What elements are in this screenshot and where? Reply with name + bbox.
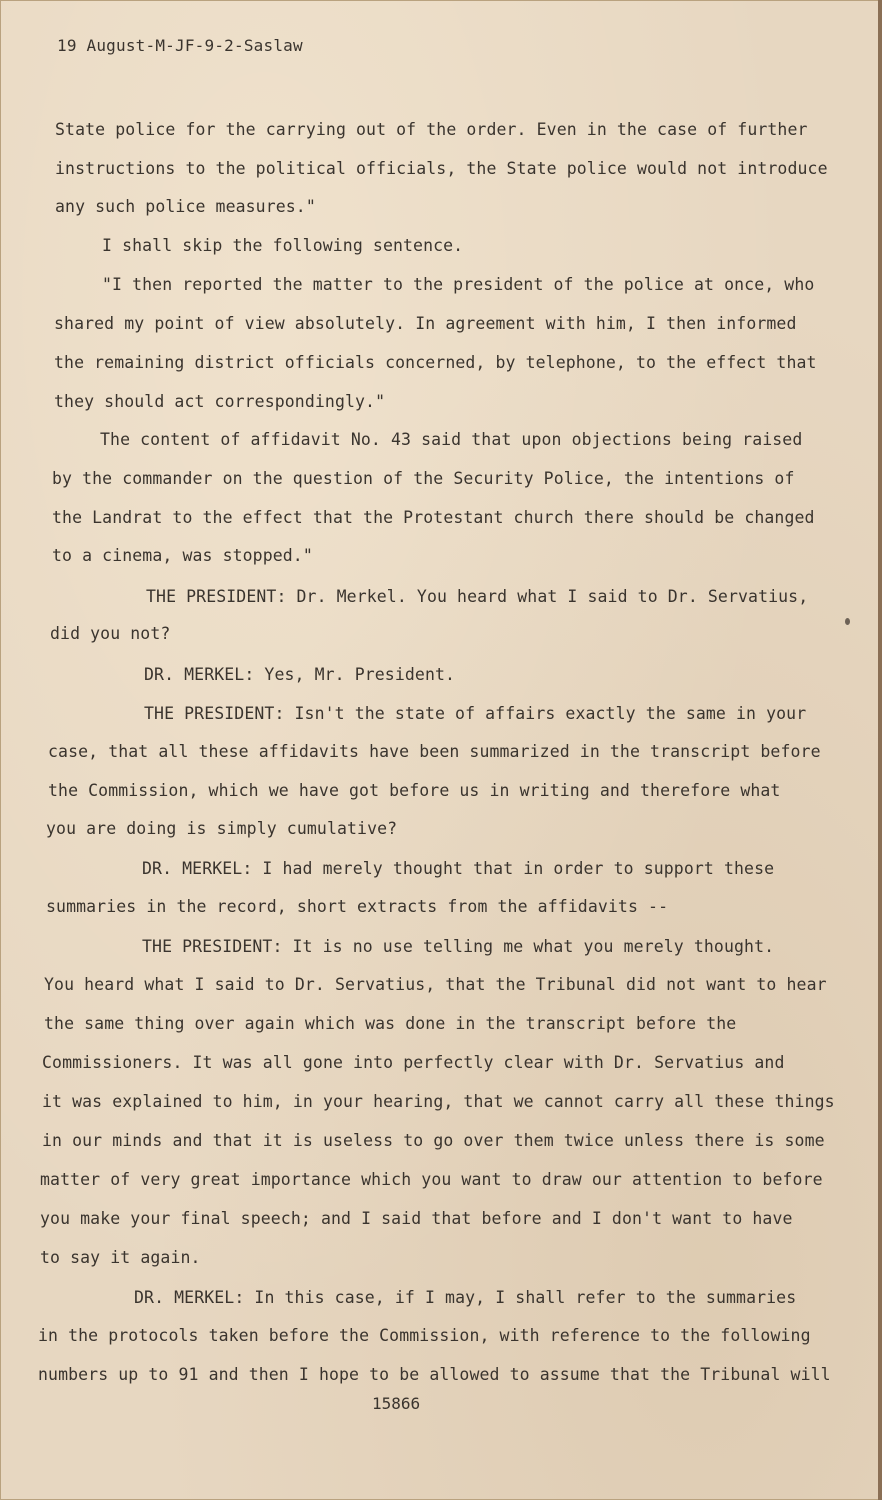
text-line: in our minds and that it is useless to go over them twice unless there is some xyxy=(42,1131,825,1150)
text-line: in the protocols taken before the Commission, with reference to the following xyxy=(38,1326,811,1345)
text-line: it was explained to him, in your hearing, that we cannot carry all these things xyxy=(42,1092,835,1111)
text-line: you make your final speech; and I said that before and I don't want to have xyxy=(40,1209,793,1228)
text-line: The content of affidavit No. 43 said that upon objections being raised xyxy=(100,430,803,449)
page-number: 15866 xyxy=(372,1394,421,1413)
text-line: THE PRESIDENT: Dr. Merkel. You heard what I said to Dr. Servatius, xyxy=(146,587,809,606)
text-line: shared my point of view absolutely. In agreement with him, I then informed xyxy=(54,314,797,333)
text-line: the Commission, which we have got before us in writing and therefore what xyxy=(48,781,781,800)
text-line: any such police measures." xyxy=(55,197,316,216)
text-line: You heard what I said to Dr. Servatius, that the Tribunal did not want to hear xyxy=(44,975,827,994)
text-line: matter of very great importance which you want to draw our attention to before xyxy=(40,1170,823,1189)
text-line: DR. MERKEL: I had merely thought that in order to support these xyxy=(142,859,775,878)
document-header: 19 August-M-JF-9-2-Saslaw xyxy=(57,36,303,55)
text-line: DR. MERKEL: In this case, if I may, I shall refer to the summaries xyxy=(134,1288,797,1307)
text-line: DR. MERKEL: Yes, Mr. President. xyxy=(144,665,456,684)
text-line: to a cinema, was stopped." xyxy=(52,546,313,565)
text-line: summaries in the record, short extracts from the affidavits -- xyxy=(46,897,669,916)
text-line: THE PRESIDENT: Isn't the state of affairs exactly the same in your xyxy=(144,704,807,723)
text-line: they should act correspondingly." xyxy=(54,392,386,411)
text-line: numbers up to 91 and then I hope to be allowed to assume that the Tribunal will xyxy=(38,1365,831,1384)
text-line: instructions to the political officials, the State police would not introduce xyxy=(55,159,828,178)
text-line: the remaining district officials concerned, by telephone, to the effect that xyxy=(54,353,817,372)
text-line: to say it again. xyxy=(40,1248,201,1267)
text-line: "I then reported the matter to the president of the police at once, who xyxy=(102,275,815,294)
text-line: case, that all these affidavits have been summarized in the transcript before xyxy=(48,742,821,761)
page-edge xyxy=(878,0,882,1500)
text-line: by the commander on the question of the Security Police, the intentions of xyxy=(52,469,795,488)
ink-speck xyxy=(845,618,850,625)
text-line: State police for the carrying out of the order. Even in the case of further xyxy=(55,120,808,139)
text-line: you are doing is simply cumulative? xyxy=(46,819,398,838)
text-line: did you not? xyxy=(50,624,171,643)
text-line: the Landrat to the effect that the Protestant church there should be changed xyxy=(52,508,815,527)
text-line: Commissioners. It was all gone into perfectly clear with Dr. Servatius and xyxy=(42,1053,785,1072)
text-line: THE PRESIDENT: It is no use telling me what you merely thought. xyxy=(142,937,775,956)
text-line: I shall skip the following sentence. xyxy=(102,236,464,255)
text-line: the same thing over again which was done in the transcript before the xyxy=(44,1014,737,1033)
